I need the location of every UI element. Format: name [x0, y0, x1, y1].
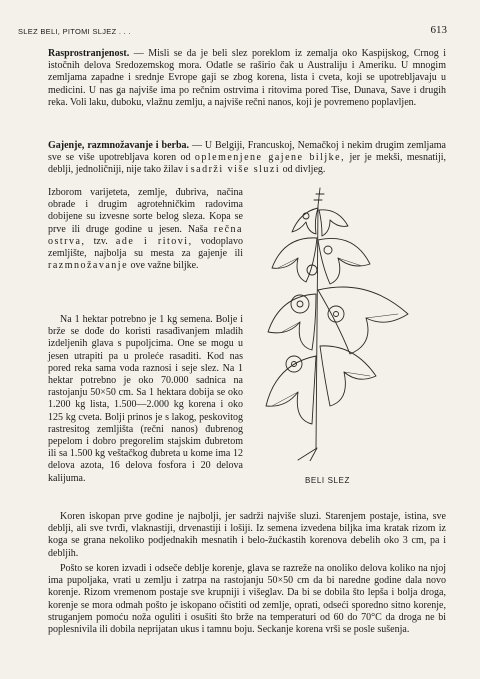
running-head: SLEZ BELI, PITOMI SLJEZ . . . — [18, 27, 131, 36]
flower-2 — [328, 306, 344, 322]
bottom-leaf-right — [320, 346, 376, 406]
heading-cultivation: Gajenje, razmnožavanje i berba. — [48, 140, 190, 151]
flower-1 — [291, 295, 309, 313]
flower-bud-2 — [324, 246, 332, 254]
paragraph-distribution — [48, 48, 446, 109]
mid-leaf-right — [318, 238, 370, 284]
cultivation-spaced-a: oplemenjene gajene biljke, — [194, 152, 346, 164]
bottom-leaf-left — [266, 356, 316, 424]
marshmallow-plant-illustration — [258, 186, 418, 461]
paragraph-cultivation-intro — [48, 140, 446, 177]
leaf-veins — [272, 258, 398, 406]
paragraph-varieties — [48, 187, 243, 272]
cultivation-text-b: jer je mekši, mesnatiji, deblji, jednoličniji, nije tako žilav i — [48, 152, 446, 176]
varieties-spaced-a: rečna ostrva, — [48, 223, 243, 247]
heading-distribution: Rasprostranjenost. — [48, 48, 130, 59]
stem-base — [298, 448, 317, 461]
cultivation-text-a: — U Belgiji, Francuskoj, Nemačkoj i nekim drugim zemljama sve se više upotrebljava koren od — [48, 140, 446, 164]
flower-spike-top — [314, 188, 324, 206]
distribution-text: — Misli se da je beli slez poreklom iz zemalja oko Kaspijskog, Crnog i istočnih delova Sredozemskog mora. Odatle se raširio čak u Australiju i Ameriku. U mnogim zemljama zapadne i srednje Evrope gaji se zbog korena, lista i cveta, koji se upotrebljavaju u medicini. U nas ga najviše ima po rečnim ostrvima i ritovima pored Tise, Dunava, Save i drugih reka. Voli laku, duboku, vlažnu zemlju, a najviše rečni nanos, koji je povremeno poplavljen. — [48, 48, 446, 108]
cultivation-text-c: od divljeg. — [280, 164, 326, 176]
paragraph-root-processing: Pošto se koren izvadi i odseče deblje korenje, glava se razreže na onoliko delova koliko na njoj ima pupoljaka, vrati u zemlju i zatrpa na rastojanju 50×50 cm da bi naredne godine dala novo korenje. Rizom vremenom postaje sve krupniji i višeglav. Da bi se dobila što lepša i bolja droga, korenje se mora odmah pošto je iskopano očistiti od zemlje, oprati, odseći sporedno sitno korenje, struganjem pomoću noža oguliti i osušiti što brže na temperaturi od 60 do 70°C da droga ne bi poplesnivila ili dobila neprijatan ukus i tamnu boju. Seckanje korena vrši se posle sušenja. — [48, 563, 446, 636]
varieties-spaced-c: razmnožavanje — [48, 260, 129, 272]
upper-leaf-left — [292, 208, 318, 234]
varieties-text-d: ove važne biljke. — [128, 260, 199, 272]
paragraph-yield: Na 1 hektar potrebno je 1 kg semena. Bolje i brže se dođe do koristi rasađivanjem mladih izdeljenih glava s pupoljcima. One se mogu u jesen utrapiti pa u proleće rasaditi. Kod nas pored reka sama voda raznosi i seje slez. Na 1 hektar potrebno je oko 70.000 sadnica na rastojanju 50×50 cm. Sa 1 hektara dobija se oko 1.200 kg lista, 1.500—2.000 kg korena i oko 125 kg cveta. Bolji prinos je s lakog, peskovitog rastresitog zemljišta (rečni nanos) đubrenog pepelom i dobro pregorelim stajskim đubretom ili sa 1.500 kg veštačkog đubreta u kome ima 12 delova azota, 16 delova fosfora i 20 delova kalijuma. — [48, 314, 243, 484]
paragraph-root-quality: Koren iskopan prve godine je najbolji, jer sadrži najviše sluzi. Starenjem postaje, istina, sve deblji, ali sve tvrđi, vlaknastiji, drvenastiji i lošiji. Iz semena izvedena biljka ima kratak rizom iz koga se grana nekoliko podjednakih mesnatih i belo-žućkastih korenova debelih oko 3 cm, pa i debljih. — [48, 511, 446, 559]
upper-leaf-right — [319, 210, 348, 236]
varieties-text-a: Izborom varijeteta, zemlje, đubriva, načina obrade i drugim agrotehničkim radovima dobijene su izvesne sorte belog sleza. Kopa se prve ili druge godine u jesen. Naša — [48, 187, 243, 235]
flower-bud-3 — [303, 213, 309, 219]
varieties-spaced-b: ade i ritovi, — [115, 235, 193, 247]
figure-caption: BELI SLEZ — [305, 476, 350, 485]
page-number: 613 — [430, 24, 447, 36]
cultivation-spaced-b: sadrži više sluzi — [190, 164, 281, 176]
varieties-text-c: vodoplavo zemljište, najbolja su mesta za gajenje ili — [48, 235, 243, 260]
varieties-text-b: tzv. — [85, 235, 116, 247]
